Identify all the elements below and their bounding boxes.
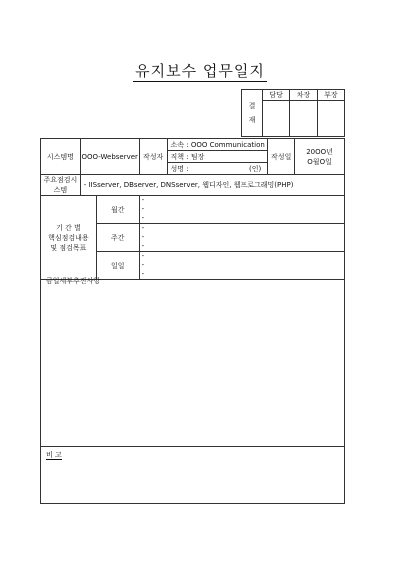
name-label: 성명 :: [170, 164, 189, 173]
goal-label-3: 및 점검목표: [50, 243, 87, 252]
remarks-label: [46, 450, 62, 460]
position[interactable]: 직책 : 팀장: [167, 151, 268, 163]
approval-role-manager: 부장: [317, 90, 344, 101]
monthly-line-3: -: [141, 214, 145, 222]
approval-sign-staff[interactable]: [263, 101, 290, 137]
weekly-line-3: -: [141, 242, 145, 250]
affiliation[interactable]: 소속 : OOO Communication: [167, 139, 268, 151]
goal-label-1: 기 간 별: [56, 223, 81, 232]
remarks-text: 비 고: [46, 451, 62, 459]
approval-table: [241, 89, 345, 137]
monthly-line-1: -: [141, 196, 145, 204]
name-cell[interactable]: [167, 163, 268, 175]
date-label: 작성일: [268, 139, 295, 175]
period-monthly-content[interactable]: [139, 196, 344, 224]
daily-line-2: -: [141, 261, 145, 269]
daily-line-1: -: [141, 252, 145, 260]
period-daily-label: 일일: [96, 252, 139, 280]
approval-label: [242, 90, 263, 137]
details-box[interactable]: [40, 273, 345, 447]
monthly-line-2: -: [141, 205, 145, 213]
goal-label-2: 핵심점검내용: [48, 233, 89, 242]
main-system-label: 주요점검시스템: [41, 175, 81, 196]
date-year: 20OO년: [306, 147, 333, 156]
approval-role-deputy: 차장: [290, 90, 317, 101]
weekly-line-1: -: [141, 224, 145, 232]
system-name-label: 시스템명: [41, 139, 81, 175]
approval-sign-deputy[interactable]: [290, 101, 317, 137]
approval-sign-manager[interactable]: [317, 101, 344, 137]
remarks-box[interactable]: [40, 446, 345, 504]
goal-label: [41, 196, 97, 280]
daily-line-3: -: [141, 270, 145, 278]
period-monthly-label: 월간: [96, 196, 139, 224]
date-value[interactable]: [295, 139, 345, 175]
period-weekly-label: 주간: [96, 224, 139, 252]
weekly-line-2: -: [141, 233, 145, 241]
period-weekly-content[interactable]: [139, 224, 344, 252]
page-title: [0, 60, 400, 81]
approval-role-staff: 담당: [263, 90, 290, 101]
details-label: 금일세부추진사항: [46, 277, 101, 285]
approval-label-2: 재: [248, 116, 256, 124]
title-text: 유지보수 업무일지: [135, 62, 265, 80]
approval-label-1: 결: [248, 102, 256, 110]
info-table: [40, 138, 345, 280]
seal-mark: (인): [249, 164, 262, 173]
system-name-value[interactable]: OOO-Webserver: [80, 139, 139, 175]
date-month-day: O월O일: [307, 157, 332, 166]
main-system-value[interactable]: - IISserver, DBserver, DNSserver, 웹디자인, 웹프로그래밍(PHP): [80, 175, 344, 196]
author-label: 작성자: [139, 139, 167, 175]
